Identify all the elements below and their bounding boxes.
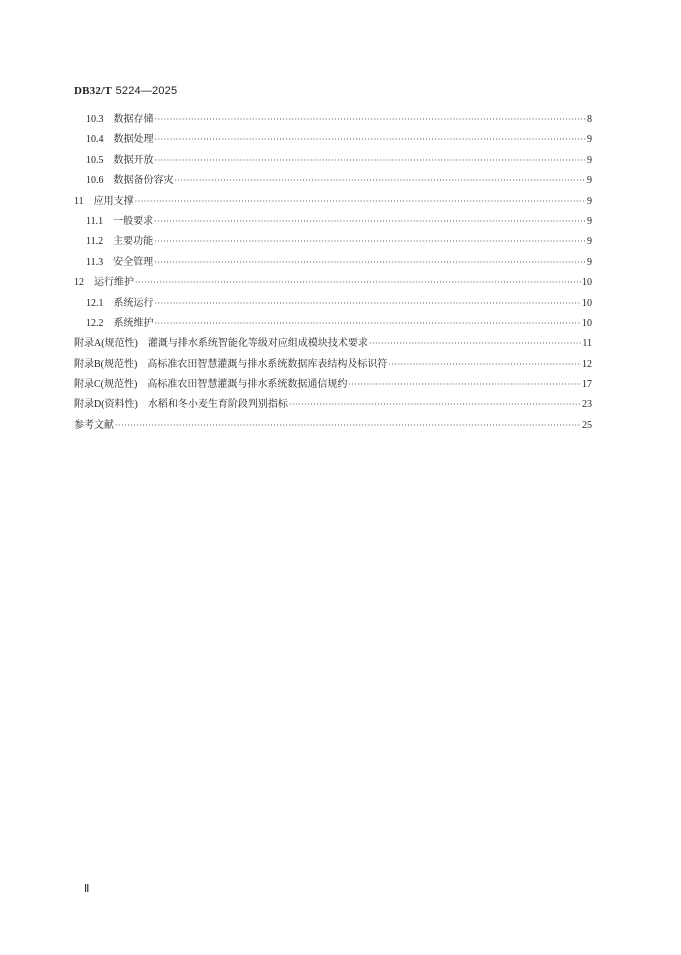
toc-entry-number: 10.4 (86, 134, 104, 146)
toc-entry[interactable] (74, 294, 592, 314)
toc-dot-leader (388, 360, 581, 369)
toc-entry-number: 11.1 (86, 215, 104, 227)
toc-entry[interactable] (74, 151, 592, 171)
toc-entry-title: 主要功能 (113, 236, 154, 248)
toc-entry-title: 数据备份容灾 (113, 175, 174, 187)
toc-entry-page: 9 (587, 154, 592, 166)
toc-dot-leader (135, 197, 586, 206)
toc-entry-page: 12 (582, 358, 592, 370)
toc-entry[interactable] (74, 334, 592, 354)
toc-dot-leader (154, 237, 586, 246)
toc-entry-number: 11 (74, 195, 84, 207)
toc-entry[interactable] (74, 130, 592, 150)
toc-entry-page: 23 (582, 399, 592, 411)
toc-entry-title: 数据存储 (113, 114, 154, 125)
toc-entry-title: 数据开放 (113, 154, 154, 166)
toc-dot-leader (154, 217, 586, 226)
toc-entry-page: 10 (582, 297, 592, 309)
toc-entry-number: 11.2 (86, 236, 104, 248)
toc-entry-number: 12.1 (86, 297, 104, 309)
toc-entry-page: 17 (582, 379, 592, 391)
toc-entry-title: 应用支撑 (93, 195, 134, 207)
toc-entry-page: 9 (587, 195, 592, 207)
toc-entry-page: 9 (587, 134, 592, 146)
toc-entry-title: 水稻和冬小麦生育阶段判别指标 (147, 399, 288, 411)
toc-entry[interactable] (74, 273, 592, 293)
toc-entry[interactable] (74, 110, 592, 130)
toc-dot-leader (115, 421, 581, 430)
toc-dot-leader (155, 319, 582, 328)
toc-entry-title: 系统维护 (113, 317, 154, 329)
toc-entry-title: 灌溉与排水系统智能化等级对应组成模块技术要求 (147, 338, 368, 350)
toc-entry-page: 9 (587, 215, 592, 227)
standard-code: DB32/T (74, 85, 112, 97)
toc-entry-number: 12 (74, 277, 84, 289)
toc-entry-title: 一般要求 (113, 215, 154, 227)
toc-entry-title: 高标准农田智慧灌溉与排水系统数据库表结构及标识符 (147, 358, 388, 370)
toc-entry-number: 附录B(规范性) (74, 358, 138, 370)
toc-entry-page: 11 (582, 338, 592, 350)
toc-entry-title: 安全管理 (113, 256, 154, 268)
toc-entry[interactable] (74, 192, 592, 212)
toc-dot-leader (289, 400, 581, 409)
toc-entry-number: 附录A(规范性) (74, 338, 138, 350)
document-header (74, 84, 177, 97)
toc-entry-page: 9 (587, 236, 592, 248)
toc-entry[interactable] (74, 253, 592, 273)
toc-entry[interactable] (74, 212, 592, 232)
page-number: Ⅱ (84, 883, 90, 895)
toc-entry-number: 12.2 (86, 317, 104, 329)
toc-entry-number: 10.6 (86, 175, 104, 187)
toc-dot-leader (135, 278, 581, 287)
toc-entry[interactable] (74, 395, 592, 415)
toc-dot-leader (154, 258, 586, 267)
toc-entry[interactable] (74, 171, 592, 191)
toc-entry-number: 11.3 (86, 256, 104, 268)
toc-entry-page: 8 (587, 114, 592, 125)
toc-entry[interactable] (74, 416, 592, 436)
table-of-contents (74, 110, 592, 436)
toc-dot-leader (155, 135, 587, 144)
toc-dot-leader (155, 299, 582, 308)
toc-entry-number: 10.3 (86, 114, 104, 125)
toc-entry-title: 数据处理 (113, 134, 154, 146)
toc-dot-leader (369, 339, 581, 348)
toc-entry-number: 10.5 (86, 154, 104, 166)
toc-dot-leader (155, 115, 587, 124)
toc-dot-leader (348, 380, 581, 389)
toc-entry-page: 10 (582, 317, 592, 329)
toc-entry-title: 系统运行 (113, 297, 154, 309)
toc-entry-title: 高标准农田智慧灌溉与排水系统数据通信规约 (147, 379, 348, 391)
toc-entry-title: 参考文献 (74, 419, 114, 431)
toc-entry[interactable] (74, 314, 592, 334)
toc-entry-page: 10 (582, 277, 592, 289)
toc-dot-leader (155, 156, 587, 165)
toc-entry[interactable] (74, 375, 592, 395)
toc-dot-leader (175, 176, 587, 185)
toc-entry[interactable] (74, 232, 592, 252)
toc-entry-title: 运行维护 (94, 277, 134, 289)
toc-entry-page: 9 (587, 256, 592, 268)
standard-number: 5224—2025 (115, 85, 178, 97)
toc-entry-page: 25 (582, 419, 592, 431)
toc-entry-page: 9 (587, 175, 592, 187)
toc-entry-number: 附录D(资料性) (74, 399, 138, 411)
toc-entry-number: 附录C(规范性) (74, 379, 138, 391)
toc-entry[interactable] (74, 355, 592, 375)
